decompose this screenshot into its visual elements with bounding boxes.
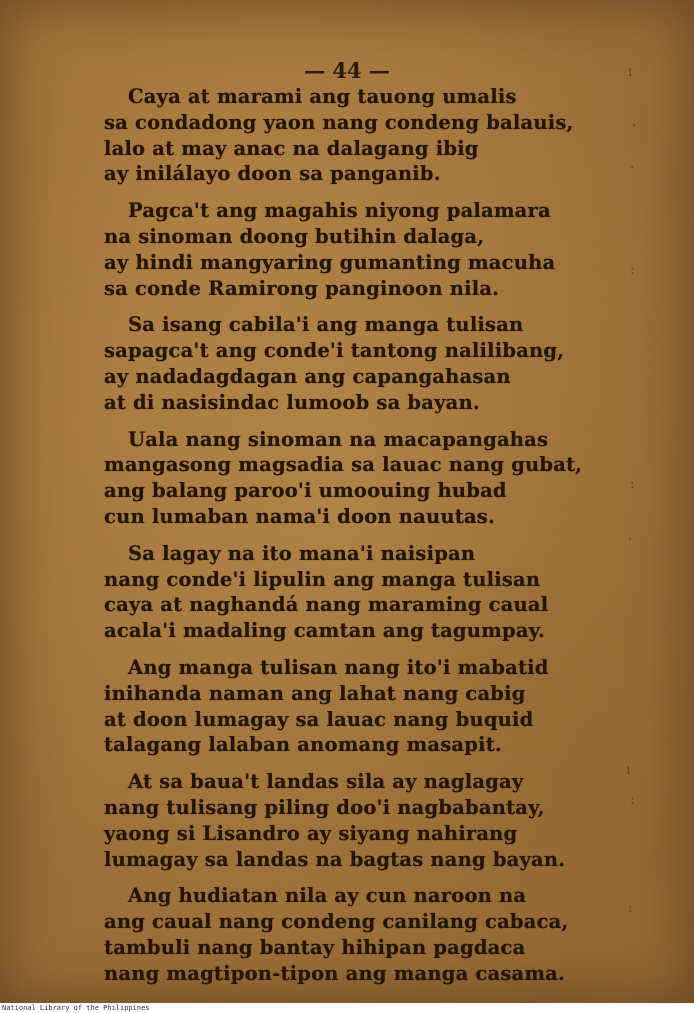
stanza [104, 769, 566, 872]
margin-speck: ı [628, 64, 633, 80]
verse-line: yaong si Lisandro ay siyang nahirang [104, 821, 518, 845]
stanza [104, 883, 569, 986]
verse-line: nang magtipon-tipon ang manga casama. [104, 961, 565, 985]
footer-strip [0, 1003, 694, 1013]
verse-line: talagang lalaban anomang masapit. [104, 733, 502, 757]
verse-line: Sa lagay na ito mana'i naisipan [128, 541, 476, 565]
margin-speck: ı [626, 762, 631, 778]
verse-line: Caya at marami ang tauong umalis [128, 85, 517, 108]
verse-line: sa conde Ramirong panginoon nila. [104, 276, 500, 300]
margin-speck: · [628, 532, 633, 548]
verse-line: caya at naghandá nang maraming caual [104, 593, 549, 617]
verse-line: sapagca't ang conde'i tantong nalilibang, [104, 339, 565, 363]
verse-line: Pagca't ang magahis niyong palamara [128, 199, 551, 223]
stanza [104, 541, 549, 644]
margin-speck: : [628, 900, 633, 916]
library-credit: National Library of the Philippines [2, 1004, 150, 1012]
verse-line: inihanda naman ang lahat nang cabig [104, 681, 526, 705]
verse-line: ang caual nang condeng canilang cabaca, [104, 910, 569, 934]
verse-line: tambuli nang bantay hihipan pagdaca [104, 935, 526, 959]
verse-line: nang conde'i lipulin ang manga tulisan [104, 567, 541, 591]
verse-line: ay inilálayo doon sa panganib. [104, 162, 441, 186]
verse-line: ay hindi mangyaring gumanting macuha [104, 250, 556, 274]
verse-line: Ang hudiatan nila ay cun naroon na [128, 884, 527, 908]
verse-line: lumagay sa landas na bagtas nang bayan. [104, 847, 566, 871]
margin-speck: · [630, 160, 635, 176]
page-number: — 44 — [304, 58, 390, 83]
verse-line: at doon lumagay sa lauac nang buquid [104, 707, 534, 731]
verse-line: Sa isang cabila'i ang manga tulisan [128, 313, 524, 337]
verse-line: cun lumaban nama'i doon nauutas. [104, 504, 495, 528]
poem-body [104, 84, 583, 998]
verse-line: acala'i madaling camtan ang tagumpay. [104, 619, 545, 643]
stanza [104, 312, 565, 415]
verse-line: na sinoman doong butihin dalaga, [104, 224, 485, 248]
stanza [104, 84, 574, 187]
verse-line: ay nadadagdagan ang capangahasan [104, 364, 511, 388]
verse-line: nang tulisang piling doo'i nagbabantay, [104, 795, 545, 819]
verse-line: sa condadong yaon nang condeng balauis, [104, 110, 574, 134]
margin-speck: : [630, 262, 635, 278]
stanza [104, 655, 549, 758]
margin-speck: · [632, 118, 637, 134]
verse-line: mangasong magsadia sa lauac nang gubat, [104, 453, 583, 477]
verse-line: Ang manga tulisan nang ito'i mabatid [128, 655, 549, 679]
verse-line: lalo at may anac na dalagang ibig [104, 136, 479, 160]
verse-line: ang balang paroo'i umoouing hubad [104, 479, 507, 503]
verse-line: Uala nang sinoman na macapangahas [128, 427, 549, 451]
margin-speck: : [630, 792, 635, 808]
verse-line: at di nasisindac lumoob sa bayan. [104, 390, 480, 414]
stanza [104, 198, 556, 301]
stanza [104, 427, 583, 530]
margin-speck: : [630, 476, 635, 492]
verse-line: At sa baua't landas sila ay naglagay [128, 770, 524, 794]
